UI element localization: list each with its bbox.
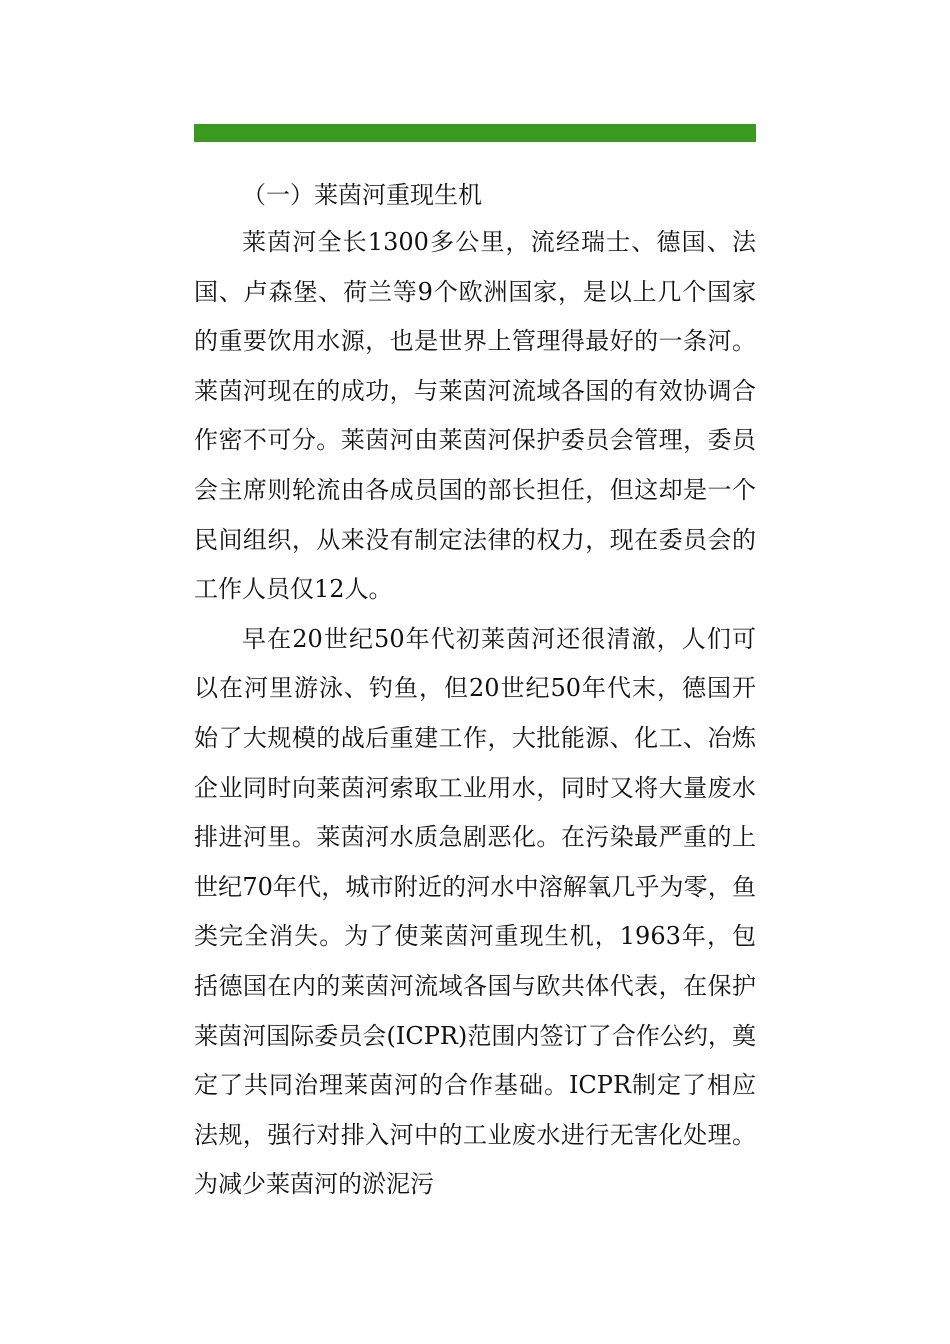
- paragraph-1: 莱茵河全长1300多公里，流经瑞士、德国、法国、卢森堡、荷兰等9个欧洲国家，是以上几个国家的重要饮用水源，也是世界上管理得最好的一条河。莱茵河现在的成功，与莱茵河流域各国的有效协调合作密不可分。莱茵河由莱茵河保护委员会管理，委员会主席则轮流由各成员国的部长担任，但这却是一个民间组织，从来没有制定法律的权力，现在委员会的工作人员仅12人。: [194, 228, 756, 604]
- document-body: [194, 172, 756, 1210]
- header-bar: [194, 124, 756, 142]
- paragraph-2: 早在20世纪50年代初莱茵河还很清澈，人们可以在河里游泳、钓鱼，但20世纪50年代末，德国开始了大规模的战后重建工作，大批能源、化工、冶炼企业同时向莱茵河索取工业用水，同时又将大量废水排进河里。莱茵河水质急剧恶化。在污染最严重的上世纪70年代，城市附近的河水中溶解氧几乎为零，鱼类完全消失。为了使莱茵河重现生机，1963年，包括德国在内的莱茵河流域各国与欧共体代表，在保护莱茵河国际委员会(ICPR)范围内签订了合作公约，奠定了共同治理莱茵河的合作基础。ICPR制定了相应法规，强行对排入河中的工业废水进行无害化处理。为减少莱茵河的淤泥污: [194, 624, 756, 1199]
- section-heading: （一）莱茵河重现生机: [242, 181, 482, 209]
